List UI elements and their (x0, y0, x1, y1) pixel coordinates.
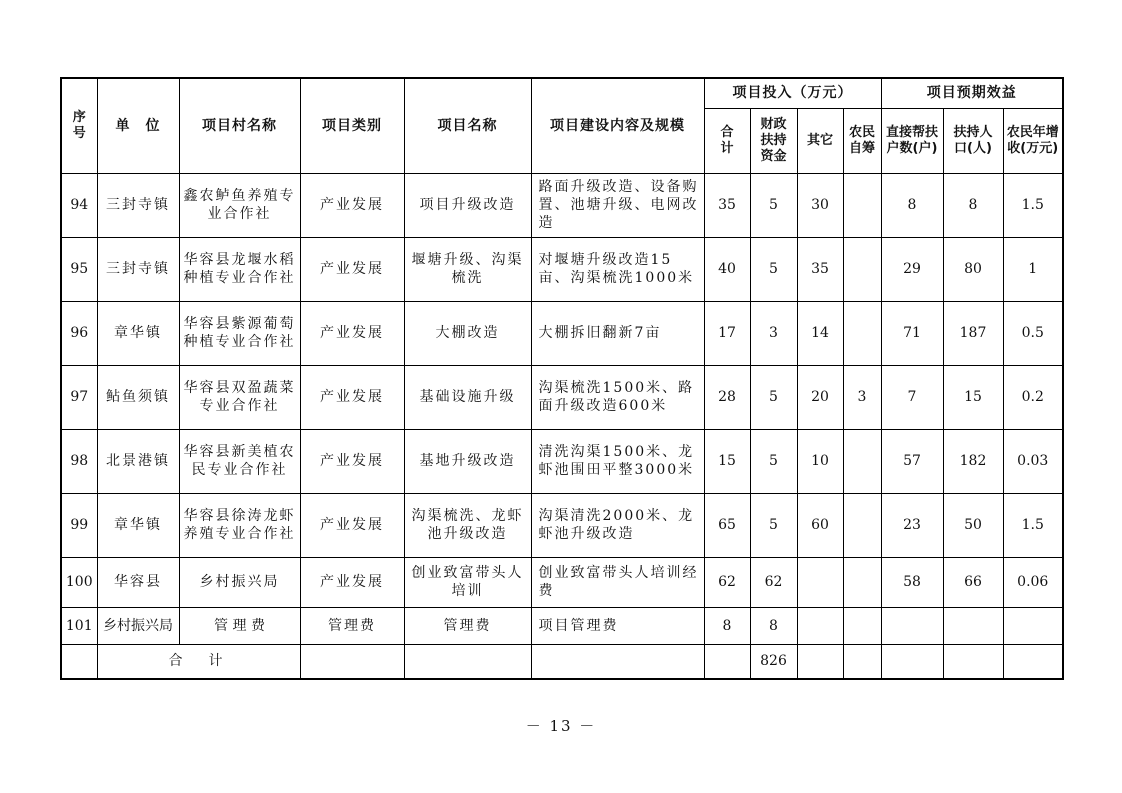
cell-village: 华容县徐涛龙虾养殖专业合作社 (179, 493, 300, 557)
page-number: － 13 － (525, 717, 597, 735)
cell-other: 10 (797, 429, 843, 493)
table-row (61, 301, 1063, 365)
header-content: 项目建设内容及规模 (531, 78, 704, 173)
summary-empty (797, 644, 843, 679)
header-category: 项目类别 (300, 78, 404, 173)
cell-people: 50 (943, 493, 1003, 557)
cell-content: 沟渠清洗2000米、龙虾池升级改造 (531, 493, 704, 557)
cell-households: 7 (881, 365, 943, 429)
cell-income: 0.2 (1003, 365, 1063, 429)
summary-fiscal: 826 (750, 644, 797, 679)
cell-households: 57 (881, 429, 943, 493)
cell-unit: 章华镇 (97, 493, 179, 557)
cell-content: 沟渠梳洗1500米、路面升级改造600米 (531, 365, 704, 429)
header-row-1 (61, 78, 1063, 108)
cell-seq: 97 (61, 365, 97, 429)
cell-project: 大棚改造 (404, 301, 531, 365)
cell-farmer (843, 173, 881, 237)
project-table (60, 77, 1064, 680)
cell-village: 鑫农鲈鱼养殖专业合作社 (179, 173, 300, 237)
cell-category: 产业发展 (300, 365, 404, 429)
cell-project: 堰塘升级、沟渠梳洗 (404, 237, 531, 301)
cell-other: 35 (797, 237, 843, 301)
project-table-sheet (60, 77, 1062, 680)
cell-category: 产业发展 (300, 557, 404, 607)
cell-unit: 章华镇 (97, 301, 179, 365)
cell-unit: 乡村振兴局 (97, 607, 179, 644)
cell-total: 65 (704, 493, 750, 557)
cell-seq: 98 (61, 429, 97, 493)
cell-other: 60 (797, 493, 843, 557)
cell-fiscal: 5 (750, 365, 797, 429)
cell-households: 29 (881, 237, 943, 301)
cell-other (797, 607, 843, 644)
cell-content: 创业致富带头人培训经费 (531, 557, 704, 607)
header-income: 农民年增收(万元) (1003, 108, 1063, 173)
cell-seq: 100 (61, 557, 97, 607)
cell-total: 15 (704, 429, 750, 493)
cell-unit: 鲇鱼须镇 (97, 365, 179, 429)
cell-category: 产业发展 (300, 301, 404, 365)
header-households: 直接帮扶户数(户) (881, 108, 943, 173)
cell-farmer (843, 557, 881, 607)
table-row (61, 493, 1063, 557)
cell-income: 1 (1003, 237, 1063, 301)
cell-unit: 三封寺镇 (97, 237, 179, 301)
cell-farmer (843, 607, 881, 644)
cell-farmer (843, 301, 881, 365)
cell-fiscal: 8 (750, 607, 797, 644)
summary-seq-empty (61, 644, 97, 679)
cell-content: 大棚拆旧翻新7亩 (531, 301, 704, 365)
cell-other: 14 (797, 301, 843, 365)
cell-people (943, 607, 1003, 644)
table-row (61, 173, 1063, 237)
cell-project: 创业致富带头人培训 (404, 557, 531, 607)
cell-other: 30 (797, 173, 843, 237)
cell-farmer (843, 493, 881, 557)
cell-households (881, 607, 943, 644)
cell-category: 产业发展 (300, 237, 404, 301)
cell-households: 8 (881, 173, 943, 237)
cell-category: 产业发展 (300, 173, 404, 237)
summary-empty (300, 644, 404, 679)
cell-village: 乡村振兴局 (179, 557, 300, 607)
summary-empty (531, 644, 704, 679)
cell-unit: 三封寺镇 (97, 173, 179, 237)
cell-income: 1.5 (1003, 493, 1063, 557)
cell-content: 项目管理费 (531, 607, 704, 644)
cell-people: 182 (943, 429, 1003, 493)
cell-farmer: 3 (843, 365, 881, 429)
cell-total: 35 (704, 173, 750, 237)
cell-seq: 96 (61, 301, 97, 365)
cell-households: 58 (881, 557, 943, 607)
cell-fiscal: 62 (750, 557, 797, 607)
cell-seq: 101 (61, 607, 97, 644)
summary-empty (881, 644, 943, 679)
header-benefit: 项目预期效益 (881, 78, 1063, 108)
header-people: 扶持人口(人) (943, 108, 1003, 173)
cell-farmer (843, 429, 881, 493)
summary-label: 合 计 (97, 644, 300, 679)
cell-other: 20 (797, 365, 843, 429)
cell-people: 8 (943, 173, 1003, 237)
cell-households: 23 (881, 493, 943, 557)
table-row (61, 557, 1063, 607)
table-row (61, 429, 1063, 493)
header-seq: 序号 (61, 78, 97, 173)
header-fiscal: 财政扶持资金 (750, 108, 797, 173)
cell-fiscal: 5 (750, 429, 797, 493)
header-farmer: 农民自筹 (843, 108, 881, 173)
cell-village: 华容县紫源葡萄种植专业合作社 (179, 301, 300, 365)
summary-empty (1003, 644, 1063, 679)
cell-seq: 99 (61, 493, 97, 557)
cell-village: 华容县新美植农民专业合作社 (179, 429, 300, 493)
cell-content: 清洗沟渠1500米、龙虾池围田平整3000米 (531, 429, 704, 493)
cell-village: 华容县双盈蔬菜专业合作社 (179, 365, 300, 429)
cell-village: 华容县龙堰水稻种植专业合作社 (179, 237, 300, 301)
cell-fiscal: 5 (750, 493, 797, 557)
header-total: 合计 (704, 108, 750, 173)
cell-unit: 华容县 (97, 557, 179, 607)
cell-income: 1.5 (1003, 173, 1063, 237)
cell-village: 管 理 费 (179, 607, 300, 644)
cell-project: 基地升级改造 (404, 429, 531, 493)
cell-fiscal: 3 (750, 301, 797, 365)
cell-income: 0.06 (1003, 557, 1063, 607)
cell-project: 沟渠梳洗、龙虾池升级改造 (404, 493, 531, 557)
cell-content: 对堰塘升级改造15亩、沟渠梳洗1000米 (531, 237, 704, 301)
summary-empty (843, 644, 881, 679)
header-village: 项目村名称 (179, 78, 300, 173)
cell-households: 71 (881, 301, 943, 365)
cell-content: 路面升级改造、设备购置、池塘升级、电网改造 (531, 173, 704, 237)
header-investment: 项目投入（万元） (704, 78, 881, 108)
cell-seq: 94 (61, 173, 97, 237)
cell-project: 管理费 (404, 607, 531, 644)
cell-fiscal: 5 (750, 237, 797, 301)
header-unit: 单 位 (97, 78, 179, 173)
table-row (61, 237, 1063, 301)
cell-farmer (843, 237, 881, 301)
cell-total: 17 (704, 301, 750, 365)
cell-income: 0.5 (1003, 301, 1063, 365)
cell-people: 15 (943, 365, 1003, 429)
cell-income (1003, 607, 1063, 644)
cell-people: 80 (943, 237, 1003, 301)
cell-category: 产业发展 (300, 429, 404, 493)
cell-project: 基础设施升级 (404, 365, 531, 429)
cell-other (797, 557, 843, 607)
header-project: 项目名称 (404, 78, 531, 173)
cell-people: 187 (943, 301, 1003, 365)
cell-income: 0.03 (1003, 429, 1063, 493)
header-other: 其它 (797, 108, 843, 173)
summary-empty (704, 644, 750, 679)
cell-people: 66 (943, 557, 1003, 607)
summary-empty (404, 644, 531, 679)
cell-fiscal: 5 (750, 173, 797, 237)
cell-total: 28 (704, 365, 750, 429)
cell-seq: 95 (61, 237, 97, 301)
cell-unit: 北景港镇 (97, 429, 179, 493)
summary-empty (943, 644, 1003, 679)
summary-row (61, 644, 1063, 679)
table-row (61, 365, 1063, 429)
cell-category: 管理费 (300, 607, 404, 644)
cell-total: 40 (704, 237, 750, 301)
cell-total: 62 (704, 557, 750, 607)
cell-total: 8 (704, 607, 750, 644)
cell-category: 产业发展 (300, 493, 404, 557)
table-row (61, 607, 1063, 644)
cell-project: 项目升级改造 (404, 173, 531, 237)
